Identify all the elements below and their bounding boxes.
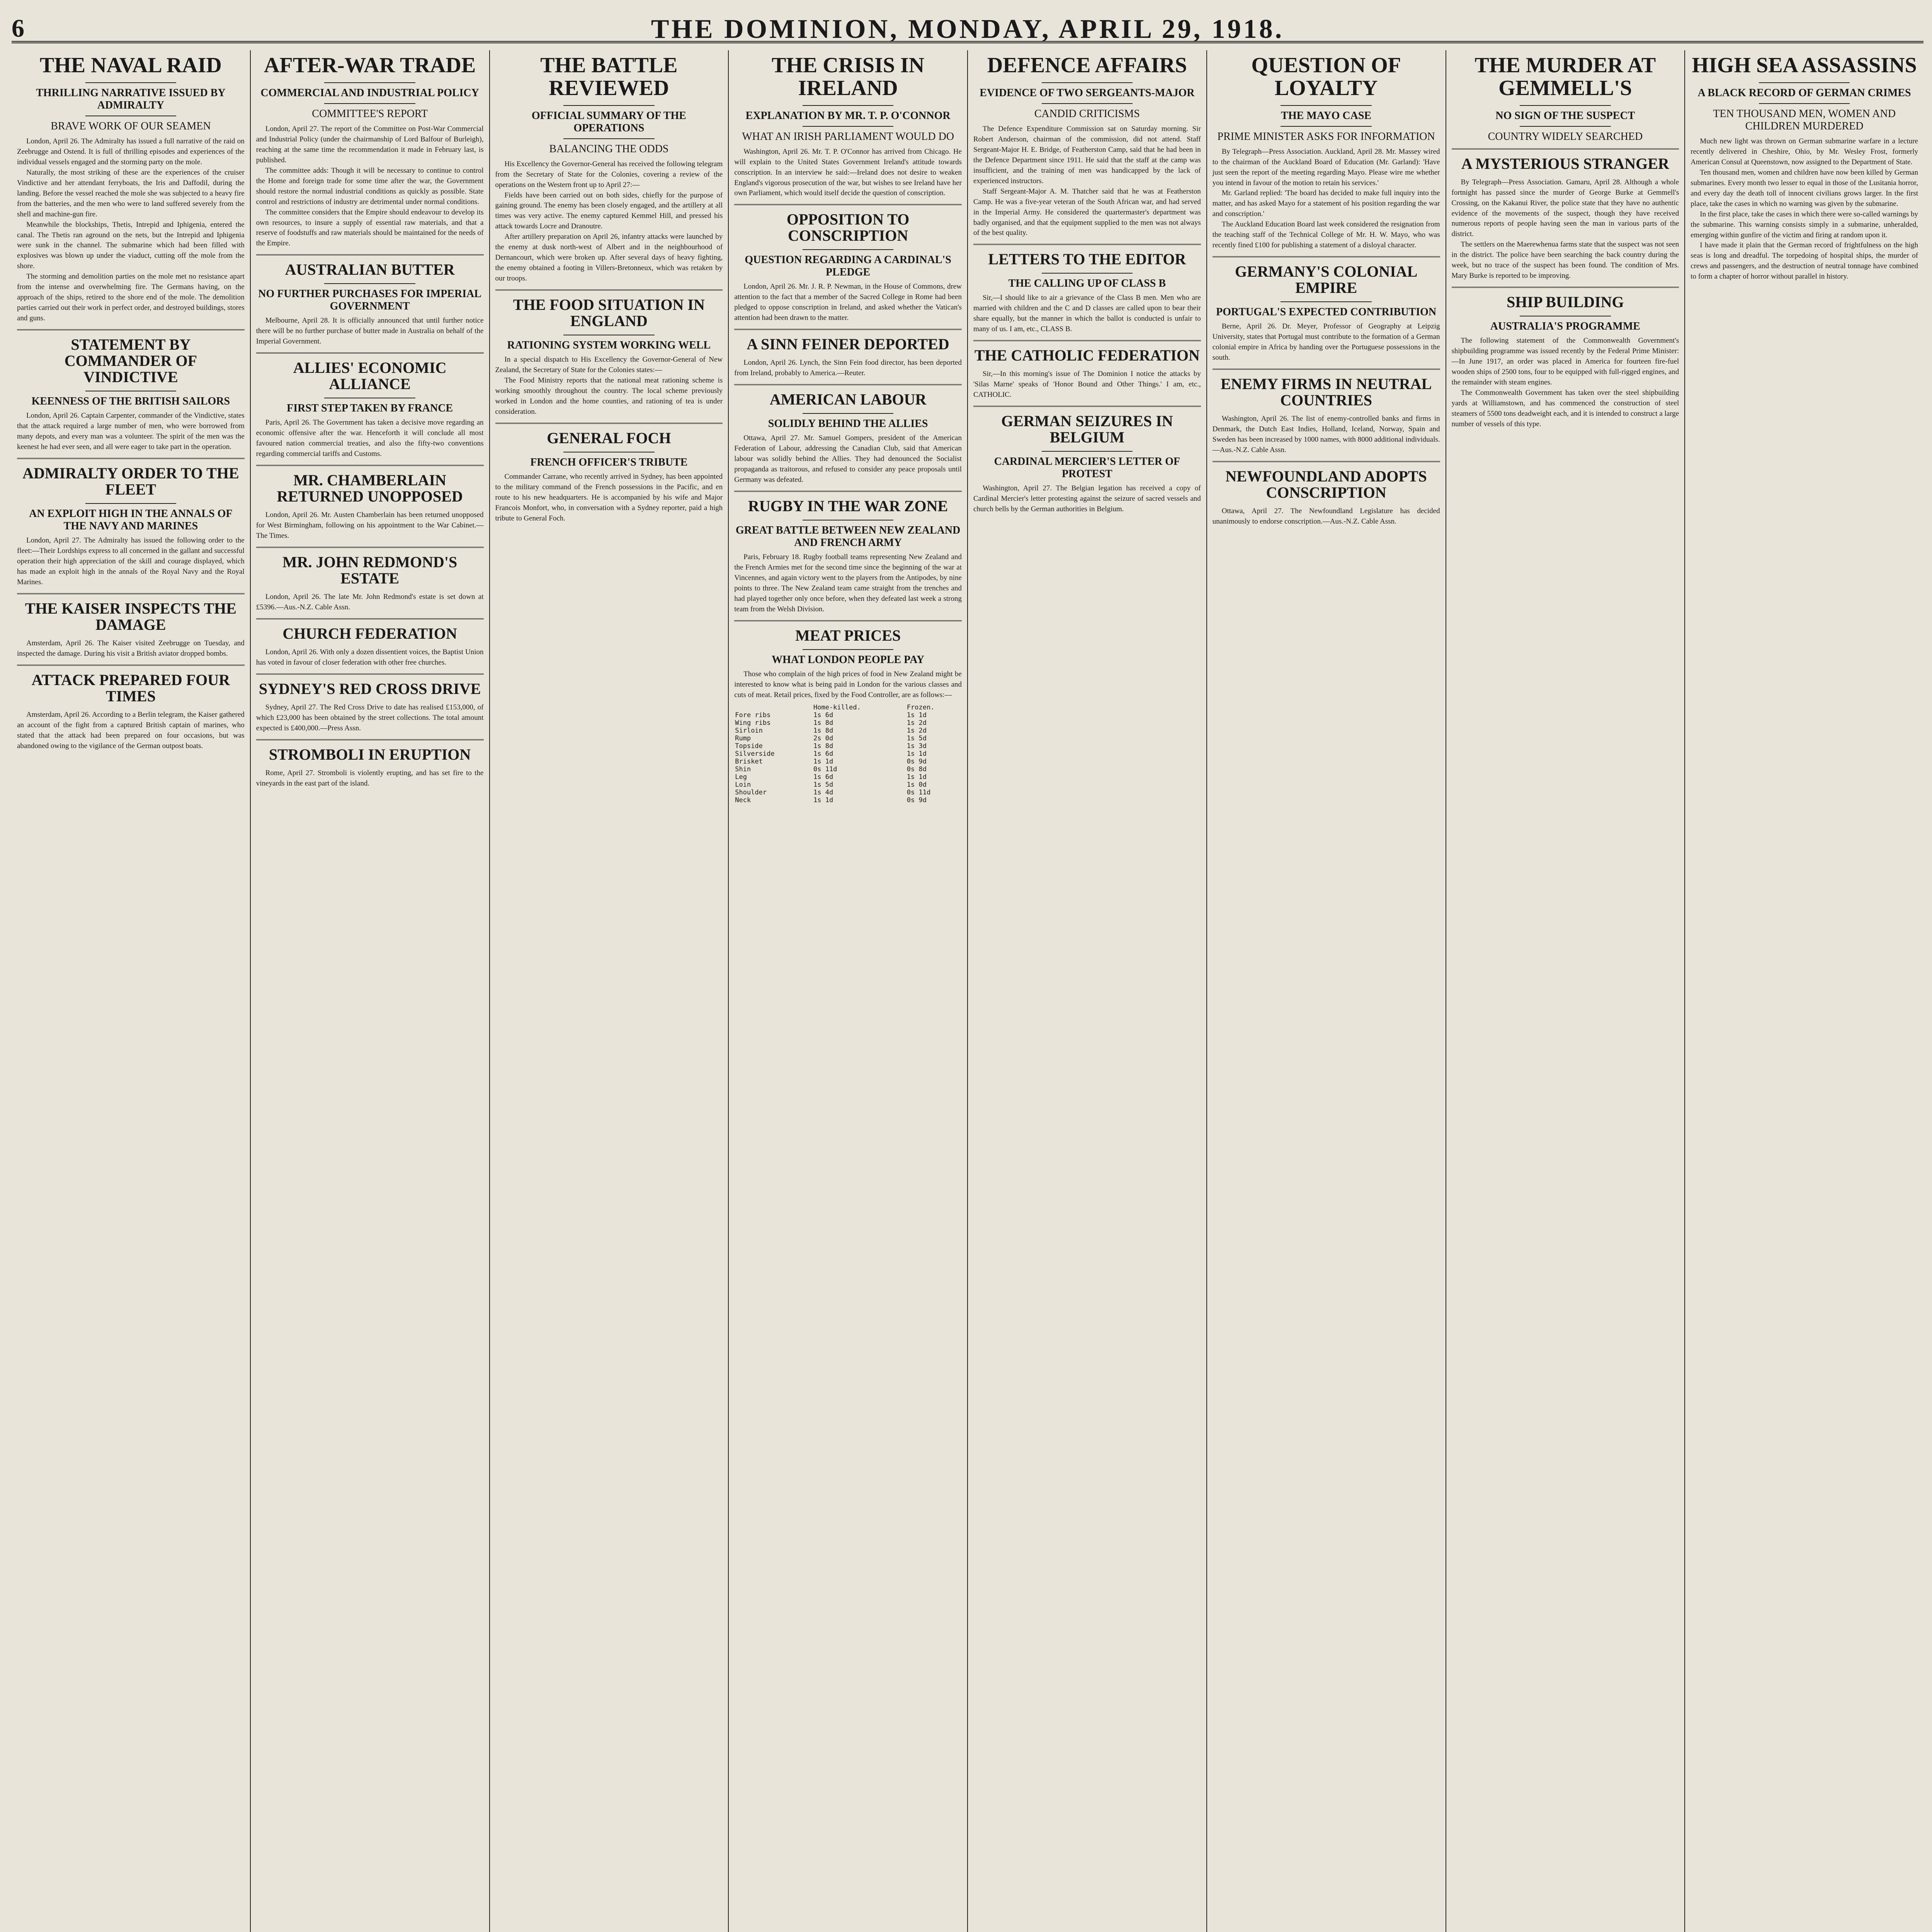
article-body: [17, 411, 245, 452]
paragraph: Sir,—In this morning's issue of The Dominion I notice the attacks by 'Silas Marne' speaks of 'Honor Bound and Other Things.' I am, etc., CATHOLIC.: [973, 370, 1201, 399]
article: [17, 329, 245, 452]
article-headline: GERMAN SEIZURES IN BELGIUM: [1001, 412, 1173, 446]
article-body: [256, 702, 484, 734]
article: [256, 673, 484, 734]
article-headline: RUGBY IN THE WAR ZONE: [748, 497, 948, 515]
article-deck: PRIME MINISTER ASKS FOR INFORMATION: [1217, 130, 1435, 143]
rule: [1520, 105, 1611, 106]
article: [1213, 256, 1440, 363]
article-body: [734, 282, 962, 323]
column-8: [1684, 50, 1923, 1932]
article-body: [256, 510, 484, 541]
table-cell: 1s 6d: [813, 711, 833, 719]
article-subheadline: SOLIDLY BEHIND THE ALLIES: [768, 418, 928, 430]
table-cell: 1s 6d: [813, 773, 833, 781]
rule: [1281, 301, 1372, 302]
article-body: [1452, 177, 1679, 282]
paragraph: The committee adds: Though it will be necessary to continue to control the Home and foreign trade for some time after the war, the Government should restore the normal industrial conditions as quickly as possible. State control and restrictions of industry are detrimental under normal conditions.: [256, 166, 484, 206]
article: [973, 340, 1201, 400]
table-cell: 0s 9d: [906, 757, 927, 765]
paragraph: The Food Ministry reports that the national meat rationing scheme is working smoothly throughout the country. The local scheme previously worked in London and the home counties, and rationing of tea is under consideration.: [495, 376, 723, 416]
article: [1452, 148, 1679, 282]
paragraph: Berne, April 26. Dr. Meyer, Professor of Geography at Leipzig University, states that Portugal must contribute to the formation of a German colonial empire in Africa by handing over the Portuguese possessions in the south.: [1212, 322, 1440, 362]
article: [1213, 369, 1440, 456]
article-headline: AFTER-WAR TRADE: [264, 53, 476, 77]
article-body: [973, 293, 1201, 335]
article: [973, 244, 1201, 335]
paragraph: Washington, April 27. The Belgian legation has received a copy of Cardinal Mercier's letter protesting against the seizure of sacred vessels and church bells by the German authorities in Belgium.: [973, 484, 1201, 514]
paragraph: Ottawa, April 27. Mr. Samuel Gompers, president of the American Federation of Labour, addressing the Canadian Club, said that American labour was solidly behind the Allies. They had denounced the Socialist propaganda as traitorous, and refused to consider any peace proposals until Germany was defeated.: [734, 434, 962, 484]
table-cell: 1s 1d: [906, 711, 927, 719]
table-cell: 1s 8d: [813, 719, 833, 727]
rule: [1042, 103, 1133, 104]
paragraph: Those who complain of the high prices of food in New Zealand might be interested to know what is being paid in London for the various classes and cuts of meat. Retail prices, fixed by the Food Controller, are as follows:—: [734, 670, 962, 699]
rule: [1281, 126, 1372, 127]
article: [256, 352, 484, 459]
article-body: [1690, 136, 1918, 282]
paragraph: Mr. Garland replied: 'The board has decided to make full inquiry into the matter, and has asked Mayo for a statement of his position regarding the war and conscription.': [1212, 189, 1440, 218]
table-cell: Shoulder: [735, 788, 767, 796]
article-subheadline: NO SIGN OF THE SUSPECT: [1495, 109, 1635, 122]
rule: [85, 82, 177, 83]
table-cell: 1s 8d: [813, 726, 833, 735]
article-body: [734, 433, 962, 485]
rule: [1281, 105, 1372, 106]
column-4: [728, 50, 967, 1932]
article-headline: CHURCH FEDERATION: [282, 625, 457, 643]
table-row: [734, 758, 962, 765]
article: [256, 547, 484, 613]
paragraph: Ten thousand men, women and children have now been killed by German submarines. Every month two lesser to equal in those of the Lusitania horror, and every day the death toll of innocent civilians grows larger. In the first place, take the cases in which no warning was given by the submarine.: [1690, 168, 1918, 208]
paragraph: Sir,—I should like to air a grievance of the Class B men. Men who are married with children and the C and D classes are called upon to bear their share equally, but the manner in which the ballot is conducted is unfair to many of us. I am, etc., CLASS B.: [973, 294, 1201, 333]
article-headline: AUSTRALIAN BUTTER: [285, 261, 455, 279]
rule: [803, 105, 894, 106]
paragraph: Meanwhile the blockships, Thetis, Intrepid and Iphigenia, entered the canal. The Thetis ran aground on the nets, but the Intrepid and Iphigenia were sunk in the channel. The submarine which had been filled with explosives was blown up under the viaduct, cutting off the mole from the shore.: [17, 220, 245, 270]
columns: [12, 50, 1923, 1932]
article: [734, 620, 962, 804]
article-body: [256, 592, 484, 613]
paragraph: London, April 27. The Admiralty has issued the following order to the fleet:—Their Lordships express to all concerned in the gallant and successful operation their high appreciation of the skill and courage displayed, which has made an exploit high in the annals of the Royal Navy and the Royal Marines.: [17, 536, 245, 586]
table-cell: 1s 3d: [906, 742, 927, 750]
table-cell: 1s 2d: [906, 726, 927, 735]
article-body: [17, 638, 245, 659]
article-body: [17, 536, 245, 588]
table-row: [734, 796, 962, 804]
article-subheadline: GREAT BATTLE BETWEEN NEW ZEALAND AND FRENCH ARMY: [735, 524, 961, 549]
article-headline: THE CRISIS IN IRELAND: [771, 53, 925, 100]
table-row: [734, 750, 962, 758]
paragraph: The following statement of the Commonwealth Government's shipbuilding programme was issued recently by the Federal Prime Minister:—In June 1917, an order was placed in America for fourteen fire-fuel wooden ships of 2500 tons, four to be equipped with full-rigged engines, and the remainder with steam engines.: [1451, 337, 1679, 387]
table-row: [734, 742, 962, 750]
paragraph: London, April 26. The Admiralty has issued a full narrative of the raid on Zeebrugge and Ostend. It is full of thrilling episodes and experiences of the individual vessels engaged and the storming party on the mole.: [17, 137, 245, 166]
article-body: [1213, 147, 1440, 251]
paragraph: The Defence Expenditure Commission sat on Saturday morning. Sir Robert Anderson, chairman of the commission, did not attend. Staff Sergeant-Major H. E. Bridge, of Featherston Camp, said that he had been in the Defence Department since 1911. He said that the staff at the camp was insufficient, and the training of men was handicapped by the lack of experienced instructors.: [973, 124, 1201, 185]
table-row: [734, 765, 962, 773]
article-body: [973, 124, 1201, 239]
column-2: [250, 50, 489, 1932]
article-headline: MR. CHAMBERLAIN RETURNED UNOPPOSED: [277, 471, 463, 505]
table-cell: Loin: [735, 781, 751, 789]
rule: [324, 283, 415, 284]
article-subheadline: THE CALLING UP OF CLASS B: [1008, 277, 1166, 290]
article-headline: THE BATTLE REVIEWED: [540, 53, 678, 100]
paragraph: London, April 26. Lynch, the Sinn Fein food director, has been deported from Ireland, probably to America.—Reuter.: [734, 359, 962, 378]
rule: [1759, 82, 1850, 83]
rule: [1042, 82, 1133, 83]
article-headline: MEAT PRICES: [795, 626, 901, 644]
article-subheadline: FIRST STEP TAKEN BY FRANCE: [287, 402, 453, 415]
table-cell: 1s 2d: [906, 719, 927, 727]
paragraph: His Excellency the Governor-General has received the following telegram from the Secretary of State for the Colonies, covering a review of the operations on the Western front up to April 27:—: [495, 160, 723, 189]
table-row: [734, 711, 962, 719]
article-headline: DEFENCE AFFAIRS: [987, 53, 1187, 77]
table-row: [734, 735, 962, 742]
paragraph: I have made it plain that the German record of frightfulness on the high seas is long and dreadful. The torpedoing of hospital ships, the murder of crews and passengers, and the destruction of neutral tonnage have combined to form a chapter of horror without parallel in history.: [1690, 241, 1918, 281]
article: [1213, 461, 1440, 527]
rule: [1042, 451, 1133, 452]
article: [734, 54, 962, 199]
article-body: [734, 147, 962, 199]
paragraph: Sydney, April 27. The Red Cross Drive to date has realised £153,000, of which £23,000 has been obtained by the street collections. The total amount expected is £400,000.—Press Assn.: [256, 703, 484, 732]
paragraph: The Auckland Education Board last week considered the resignation from the teaching staff of the Technical College of Mr. H. W. Mayo, who was recently fined £100 for publishing a statement of a disloyal character.: [1212, 220, 1440, 250]
paragraph: By Telegraph—Press Association. Gamaru, April 28. Although a whole fortnight has passed since the murder of George Burke at Gemmell's Crossing, on the Kakanui River, the police state that they have no authentic evidence of the movements of the suspect, though they have received numerous reports of people having seen the man in various parts of the district.: [1451, 178, 1679, 238]
article-headline: ENEMY FIRMS IN NEUTRAL COUNTRIES: [1220, 375, 1432, 409]
paragraph: The settlers on the Maerewhenua farms state that the suspect was not seen in the district. The police have been searching the back country during the week, but no trace of the suspect has been found. The condition of Mrs. Mary Burke is reported to be improving.: [1451, 240, 1679, 280]
article-subheadline: KEENNESS OF THE BRITISH SAILORS: [31, 395, 230, 408]
article-headline: ALLIES' ECONOMIC ALLIANCE: [293, 359, 447, 393]
article-body: [256, 647, 484, 668]
article-headline: SYDNEY'S RED CROSS DRIVE: [259, 680, 481, 697]
article-headline: NEWFOUNDLAND ADOPTS CONSCRIPTION: [1225, 468, 1427, 502]
article-body: [1213, 414, 1440, 456]
paragraph: London, April 26. Mr. J. R. P. Newman, in the House of Commons, drew attention to the fact that a member of the Sacred College in Rome had been pledged to oppose conscription in Ireland, and asked whether the Vatican's attention had been drawn to the matter.: [734, 282, 962, 322]
article-subheadline: THE MAYO CASE: [1281, 109, 1372, 122]
article-headline: THE NAVAL RAID: [39, 53, 222, 77]
rule: [85, 503, 177, 504]
table-row: [734, 789, 962, 796]
table-cell: 1s 1d: [813, 796, 833, 804]
table-cell: Fore ribs: [735, 711, 771, 719]
paragraph: The Commonwealth Government has taken over the steel shipbuilding yards at Williamstown, and has commenced the construction of steel steamers of 5500 tons deadweight each, and it is intended to construct a large number of vessels of this type.: [1451, 389, 1679, 429]
table-cell: Brisket: [735, 757, 763, 765]
table-cell: 1s 1d: [813, 757, 833, 765]
article-body: [973, 483, 1201, 515]
article-headline: STATEMENT BY COMMANDER OF VINDICTIVE: [64, 336, 197, 386]
paragraph: In the first place, take the cases in which there were so-called warnings by the submarine. This warning consists simply in a submarine, unheralded, emerging within gunfire of the victim and firing at random upon it.: [1690, 210, 1918, 239]
paragraph: London, April 26. The late Mr. John Redmond's estate is set down at £5396.—Aus.-N.Z. Cable Assn.: [256, 593, 484, 612]
paragraph: London, April 27. The report of the Committee on Post-War Commercial and Industrial Policy (under the chairmanship of Lord Balfour of Burleigh), reaching at the same time the recommendation it made in February last, is published.: [256, 124, 484, 164]
paragraph: Ottawa, April 27. The Newfoundland Legislature has decided unanimously to endorse conscription.—Aus.-N.Z. Cable Assn.: [1212, 507, 1440, 526]
table-row: [734, 727, 962, 735]
article-subheadline: A BLACK RECORD OF GERMAN CRIMES: [1697, 87, 1911, 99]
article: [17, 593, 245, 659]
meat-price-table: [734, 704, 962, 804]
article-subheadline: FRENCH OFFICER'S TRIBUTE: [530, 456, 688, 469]
article: [17, 665, 245, 752]
article-headline: GENERAL FOCH: [547, 429, 671, 447]
paragraph: In a special dispatch to His Excellency the Governor-General of New Zealand, the Secretary of State for the Colonies states:—: [495, 355, 723, 374]
article: [17, 458, 245, 588]
article-headline: QUESTION OF LOYALTY: [1251, 53, 1401, 100]
rule: [1042, 273, 1133, 274]
article: [734, 384, 962, 485]
article-subheadline: WHAT LONDON PEOPLE PAY: [772, 653, 925, 666]
article-body: [495, 472, 723, 524]
paragraph: Fields have been carried out on both sides, chiefly for the purpose of gaining ground. The enemy has been closely engaged, and the artillery at all times was very active. The enemy captured Kemmel Hill, and pressed his attack towards Locre and Dranoutre.: [495, 191, 723, 231]
table-row: [734, 704, 962, 711]
article-body: [256, 768, 484, 789]
table-cell: 1s 5d: [906, 734, 927, 742]
paragraph: Washington, April 26. The list of enemy-controlled banks and firms in Denmark, the Dutch East Indies, Holland, Iceland, Norway, Spain and Sweden has been increased by 1000 names, with 8000 additional individuals.—Aus.-N.Z. Cable Assn.: [1212, 415, 1440, 454]
paragraph: By Telegraph—Press Association. Auckland, April 28. Mr. Massey wired to the chairman of the Auckland Board of Education (Mr. Garland): 'Have just seen the report of the meeting regarding Mayo. Please wire me whether you intend in favour of the motion to retain his services.': [1212, 147, 1440, 187]
paragraph: Staff Sergeant-Major A. M. Thatcher said that he was at Featherston Camp. He was a five-year veteran of the South African war, and had served in the Imperial Army. He considered the quartermaster's department was badly organised, and that the equipment supplied to the men was not always of the best quality.: [973, 187, 1201, 237]
rule: [803, 126, 894, 127]
table-cell: 1s 4d: [813, 788, 833, 796]
table-row: [734, 773, 962, 781]
article: [734, 204, 962, 323]
rule: [803, 249, 894, 250]
paragraph: Amsterdam, April 26. The Kaiser visited Zeebrugge on Tuesday, and inspected the damage. During his visit a British aviator dropped bombs.: [17, 639, 245, 658]
table-cell: [734, 704, 813, 711]
rule: [563, 105, 655, 106]
paragraph: The committee considers that the Empire should endeavour to develop its own resources, to insure a supply of essential raw materials, and that a reserve of foodstuffs and raw materials should be maintained for the needs of the Empire.: [256, 208, 484, 248]
article-body: [17, 710, 245, 752]
article-subheadline: NO FURTHER PURCHASES FOR IMPERIAL GOVERNMENT: [258, 288, 481, 313]
article-deck: WHAT AN IRISH PARLIAMENT WOULD DO: [742, 130, 954, 143]
table-cell: Shin: [735, 765, 751, 773]
paragraph: Rome, April 27. Stromboli is violently erupting, and has set fire to the vineyards in the east part of the island.: [256, 769, 484, 787]
article: [495, 54, 723, 284]
article-body: [256, 124, 484, 249]
article: [495, 423, 723, 524]
article: [256, 254, 484, 347]
article-headline: A MYSTERIOUS STRANGER: [1461, 155, 1669, 172]
article-body: [973, 369, 1201, 400]
article: [256, 618, 484, 668]
article-subheadline: EXPLANATION BY MR. T. P. O'CONNOR: [745, 109, 951, 122]
masthead: [12, 14, 1923, 43]
article-headline: OPPOSITION TO CONSCRIPTION: [786, 211, 910, 245]
table-cell: 2s 0d: [813, 734, 833, 742]
table-cell: Topside: [735, 742, 763, 750]
article: [973, 54, 1201, 238]
article-subheadline: AUSTRALIA'S PROGRAMME: [1490, 320, 1640, 333]
paragraph: Paris, February 18. Rugby football teams representing New Zealand and the French Armies met for the second time since the beginning of the war at Vincennes, and again victory went to the players from the Antipodes, by nine points to three. The New Zealand team came straight from the trenches and had played together only once before, when they defeated last week a strong team from the Welsh Division.: [734, 553, 962, 613]
article: [1452, 287, 1679, 430]
article-subheadline: AN EXPLOIT HIGH IN THE ANNALS OF THE NAVY AND MARINES: [29, 508, 233, 532]
article-body: [1213, 321, 1440, 363]
article-subheadline: RATIONING SYSTEM WORKING WELL: [507, 339, 711, 352]
column-6: [1206, 50, 1446, 1932]
article: [495, 289, 723, 417]
column-7: [1446, 50, 1685, 1932]
article-deck: CANDID CRITICISMS: [1034, 107, 1140, 120]
article-headline: ATTACK PREPARED FOUR TIMES: [31, 671, 230, 705]
article-headline: THE KAISER INSPECTS THE DAMAGE: [25, 599, 236, 633]
paragraph: London, April 26. With only a dozen dissentient voices, the Baptist Union has voted in favour of closer federation with other free churches.: [256, 648, 484, 667]
article-headline: THE CATHOLIC FEDERATION: [974, 347, 1200, 364]
article-headline: LETTERS TO THE EDITOR: [988, 250, 1186, 268]
article: [734, 491, 962, 615]
paragraph: After artillery preparation on April 26, infantry attacks were launched by the enemy at dusk north-west of Albert and in the neighbourhood of Dernancourt, which were broken up. After several days of heavy fighting, the enemy obtained a footing in Villers-Bretonneux, which was retaken by our troops.: [495, 233, 723, 283]
article-body: [734, 669, 962, 701]
article: [256, 739, 484, 789]
article-subheadline: THRILLING NARRATIVE ISSUED BY ADMIRALTY: [36, 87, 226, 111]
paragraph: Naturally, the most striking of these are the experiences of the cruiser Vindictive and her attendant ferryboats, the Iris and Daffodil, during the landing. Before the vessel reached the mole she was subjected to a heavy fire from the batteries, and the men who were to land suffered severely from the shell and machine-gun fire.: [17, 168, 245, 218]
article-headline: AMERICAN LABOUR: [769, 391, 927, 408]
table-cell: 1s 1d: [906, 750, 927, 758]
table-cell: Wing ribs: [735, 719, 771, 727]
article-deck: COMMITTEE'S REPORT: [312, 107, 428, 120]
table-cell: 0s 9d: [906, 796, 927, 804]
article: [256, 54, 484, 249]
article-headline: SHIP BUILDING: [1507, 293, 1624, 311]
paragraph: Much new light was thrown on German submarine warfare in a lecture recently delivered in Cheshire, Ohio, by Mr. Wesley Frost, formerly American Consul at Queenstown, now assigned to the Department of State.: [1690, 137, 1918, 166]
table-cell: Neck: [735, 796, 751, 804]
article-body: [1213, 506, 1440, 527]
article-headline: GERMANY'S COLONIAL EMPIRE: [1235, 263, 1418, 297]
table-cell: 1s 6d: [813, 750, 833, 758]
table-cell: 1s 5d: [813, 781, 833, 789]
article-deck: BRAVE WORK OF OUR SEAMEN: [51, 120, 211, 132]
article-headline: THE MURDER AT GEMMELL'S: [1475, 53, 1656, 100]
article-subheadline: EVIDENCE OF TWO SERGEANTS-MAJOR: [980, 87, 1195, 99]
table-cell: 0s 11d: [813, 765, 837, 773]
article-deck: BALANCING THE ODDS: [549, 143, 669, 155]
rule: [1759, 103, 1850, 104]
table-cell: Frozen.: [906, 703, 935, 711]
article: [734, 329, 962, 379]
article-body: [734, 358, 962, 379]
newspaper-title: THE DOMINION, MONDAY, APRIL 29, 1918.: [651, 14, 1284, 44]
article-subheadline: COMMERCIAL AND INDUSTRIAL POLICY: [260, 87, 479, 99]
article: [1690, 54, 1918, 282]
article-body: [256, 316, 484, 347]
rule: [803, 649, 894, 650]
article-deck: TEN THOUSAND MEN, WOMEN AND CHILDREN MURDERED: [1713, 107, 1896, 132]
paragraph: Paris, April 26. The Government has taken a decisive move regarding an economic offensive after the war. Henceforth it will conclude all most favoured nation commercial treaties, and also the fifty-two conventions regarding commercial tariffs and Customs.: [256, 418, 484, 458]
article-headline: MR. JOHN REDMOND'S ESTATE: [282, 553, 457, 587]
article-body: [495, 159, 723, 284]
paragraph: The storming and demolition parties on the mole met no resistance apart from the intense and overwhelming fire. The Germans having, on the approach of the ships, retired to the shore end of the mole. The demolition parties carried out their work in perfect order, and destroyed buildings, stores and guns.: [17, 272, 245, 323]
rule: [1520, 126, 1611, 127]
table-cell: Leg: [735, 773, 747, 781]
article-subheadline: QUESTION REGARDING A CARDINAL'S PLEDGE: [745, 254, 951, 279]
article: [973, 406, 1201, 515]
article-headline: STROMBOLI IN ERUPTION: [269, 745, 471, 763]
paragraph: London, April 26. Mr. Austen Chamberlain has been returned unopposed for West Birmingham, following on his appointment to the War Cabinet.—The Times.: [256, 511, 484, 540]
table-cell: 1s 8d: [813, 742, 833, 750]
article-subheadline: CARDINAL MERCIER'S LETTER OF PROTEST: [994, 456, 1180, 480]
table-cell: 0s 8d: [906, 765, 927, 773]
article-headline: A SINN FEINER DEPORTED: [747, 335, 949, 353]
article: [1213, 54, 1440, 251]
paragraph: Commander Carrane, who recently arrived in Sydney, has been appointed to the military command of the French possessions in the Pacific, and en route to his new headquarters. He is accompanied by his wife and Major Francois Monfort, who, in conversation with a Sydney reporter, paid a high tribute to General Foch.: [495, 473, 723, 522]
article-body: [1452, 336, 1679, 430]
paragraph: Amsterdam, April 26. According to a Berlin telegram, the Kaiser gathered an account of the fight from a captured British captain of marines, who stated that the attack had been prepared on four occasions, but was abandoned owing to the vigilance of the German outpost boats.: [17, 710, 245, 750]
rule: [324, 103, 415, 104]
column-5: [967, 50, 1206, 1932]
paragraph: Melbourne, April 28. It is officially announced that until further notice there will be no further purchase of butter made in Australia on behalf of the Imperial Government.: [256, 316, 484, 346]
rule: [324, 82, 415, 83]
paragraph: London, April 26. Captain Carpenter, commander of the Vindictive, states that the attack required a large number of men, who were borrowed from many depots, and every man was a volunteer. The spirit of the men was the keenest he had ever seen, and all were eager to take part in the operation.: [17, 412, 245, 451]
article: [256, 465, 484, 541]
table-cell: 1s 1d: [906, 773, 927, 781]
article-headline: THE FOOD SITUATION IN ENGLAND: [513, 296, 705, 330]
article-subheadline: OFFICIAL SUMMARY OF THE OPERATIONS: [531, 109, 686, 134]
article-subheadline: PORTUGAL'S EXPECTED CONTRIBUTION: [1216, 306, 1437, 318]
column-3: [489, 50, 728, 1932]
paragraph: Washington, April 26. Mr. T. P. O'Connor has arrived from Chicago. He will explain to the United States Government Ireland's attitude towards conscription. In an interview he said:—Ireland does not desire to weaken England's vigorous prosecution of the war, but wishes to see Ireland have her own Parliament, which would itself decide the question of conscription.: [734, 147, 962, 197]
article-body: [495, 355, 723, 417]
table-cell: Rump: [735, 734, 751, 742]
table-row: [734, 781, 962, 789]
table-cell: Home-killed.: [813, 703, 861, 711]
table-cell: Sirloin: [735, 726, 763, 735]
page-number: 6: [12, 14, 24, 43]
rule: [563, 138, 655, 139]
article-headline: HIGH SEA ASSASSINS: [1692, 53, 1917, 77]
table-cell: Silverside: [735, 750, 775, 758]
table-row: [734, 719, 962, 727]
article-body: [17, 136, 245, 324]
article: [17, 54, 245, 324]
column-1: [12, 50, 250, 1932]
article-headline: ADMIRALTY ORDER TO THE FLEET: [22, 464, 239, 498]
table-cell: 0s 11d: [906, 788, 931, 796]
article-deck: COUNTRY WIDELY SEARCHED: [1488, 130, 1643, 143]
article-body: [256, 418, 484, 459]
rule: [803, 413, 894, 414]
article: [1452, 54, 1679, 143]
table-cell: 1s 0d: [906, 781, 927, 789]
article-body: [734, 552, 962, 615]
